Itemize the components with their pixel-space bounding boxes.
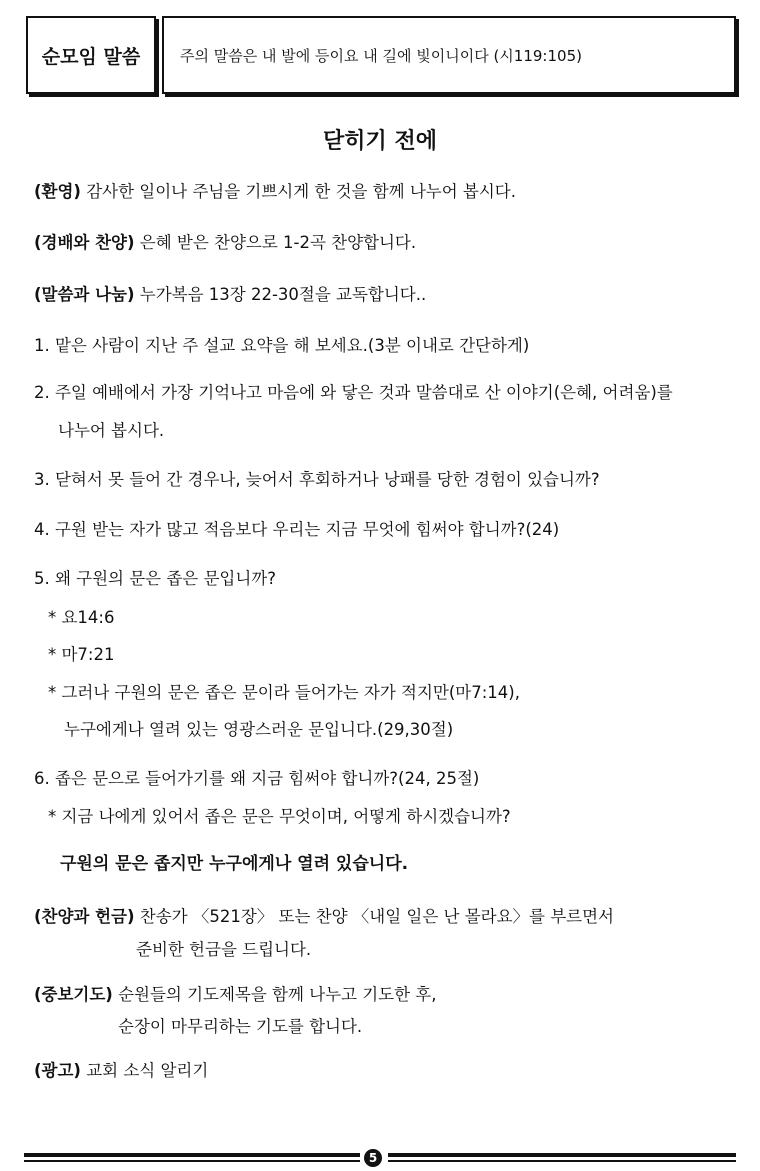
welcome-tag: (환영) <box>34 182 81 201</box>
offering-line <box>34 909 614 926</box>
ad-line <box>34 1063 208 1080</box>
question-4: 4. 구원 받는 자가 많고 적음보다 우리는 지금 무엇에 힘써야 합니까?(24) <box>34 520 560 539</box>
header-verse: 주의 말씀은 내 발에 등이요 내 길에 빛이니이다 (시119:105) <box>180 46 582 65</box>
offering-tag: (찬양과 헌금) <box>34 907 135 926</box>
question-2: 2. 주일 예배에서 가장 기억나고 마음에 와 닿은 것과 말씀대로 산 이야기(은혜, 어려움)를 <box>34 383 673 402</box>
question-5-bullet-1: * 요14:6 <box>48 608 115 627</box>
ad-tag: (광고) <box>34 1061 81 1080</box>
footer-rule-left <box>24 1149 360 1165</box>
section-label: 순모임 말씀 <box>41 45 141 68</box>
prayer-line <box>34 987 436 1004</box>
emphasis-line: 구원의 문은 좁지만 누구에게나 열려 있습니다. <box>60 854 409 874</box>
welcome-line <box>34 184 516 201</box>
worship-tag: (경배와 찬양) <box>34 233 135 252</box>
word-line <box>34 287 426 304</box>
question-3: 3. 닫혀서 못 들어 간 경우나, 늦어서 후회하거나 낭패를 당한 경험이 있습니까? <box>34 470 600 489</box>
ad-text: 교회 소식 알리기 <box>80 1061 209 1080</box>
prayer-tag: (중보기도) <box>34 985 113 1004</box>
question-6-bullet-1: * 지금 나에게 있어서 좁은 문은 무엇이며, 어떻게 하시겠습니까? <box>48 807 511 826</box>
offering-text: 찬송가 〈521장〉 또는 찬양 〈내일 일은 난 몰라요〉를 부르면서 <box>134 907 614 926</box>
page-title: 닫히기 전에 <box>323 129 437 154</box>
worship-text: 은혜 받은 찬양으로 1-2곡 찬양합니다. <box>134 233 417 252</box>
question-5: 5. 왜 구원의 문은 좁은 문입니까? <box>34 569 276 588</box>
word-text: 누가복음 13장 22-30절을 교독합니다.. <box>134 285 427 304</box>
worship-line <box>34 235 416 252</box>
welcome-text: 감사한 일이나 주님을 기쁘시게 한 것을 함께 나누어 봅시다. <box>80 182 516 201</box>
question-1: 1. 맡은 사람이 지난 주 설교 요약을 해 보세요.(3분 이내로 간단하게) <box>34 336 530 355</box>
question-5-bullet-2: * 마7:21 <box>48 645 115 664</box>
question-5-bullet-3-cont: 누구에게나 열려 있는 영광스러운 문입니다.(29,30절) <box>64 720 454 739</box>
page-number: 5 <box>364 1149 382 1167</box>
question-2-cont: 나누어 봅시다. <box>58 421 165 440</box>
footer-rule-right <box>388 1149 736 1165</box>
verse-box <box>162 16 736 94</box>
prayer-text: 순원들의 기도제목을 함께 나누고 기도한 후, <box>112 985 437 1004</box>
offering-cont: 준비한 헌금을 드립니다. <box>136 940 312 959</box>
section-label-box <box>26 16 156 94</box>
question-5-bullet-3: * 그러나 구원의 문은 좁은 문이라 들어가는 자가 적지만(마7:14), <box>48 683 520 702</box>
prayer-cont: 순장이 마무리하는 기도를 합니다. <box>118 1017 363 1036</box>
question-6: 6. 좁은 문으로 들어가기를 왜 지금 힘써야 합니까?(24, 25절) <box>34 769 480 788</box>
word-tag: (말씀과 나눔) <box>34 285 135 304</box>
